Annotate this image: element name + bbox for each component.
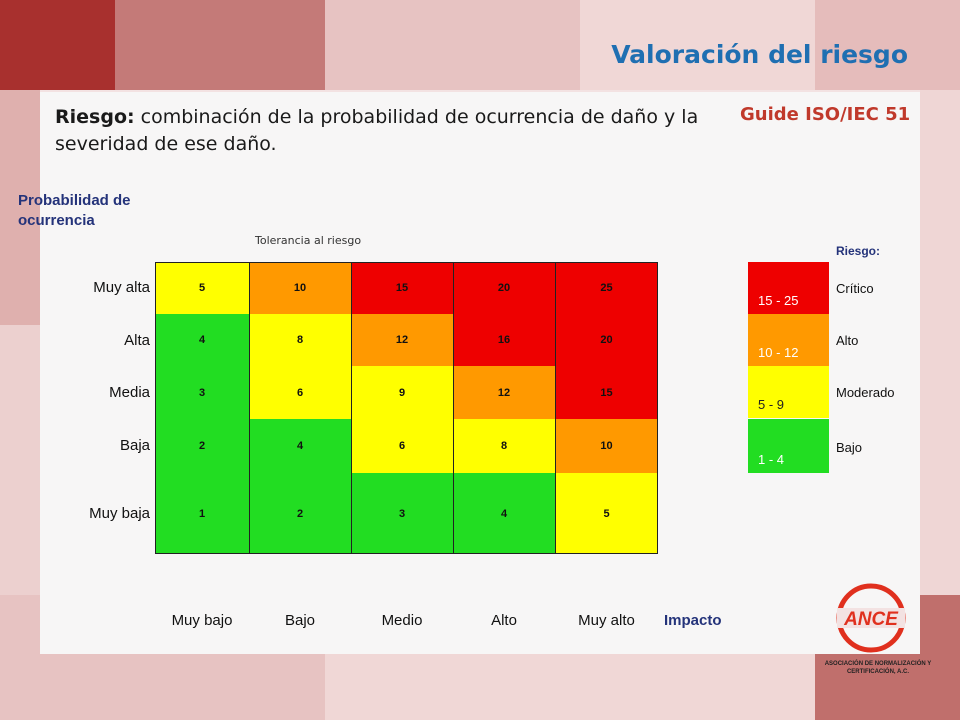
col-label-muy-alto: Muy alto bbox=[578, 612, 635, 629]
matrix-cell: 4 bbox=[453, 473, 555, 554]
grid-line bbox=[249, 262, 250, 554]
matrix-cell: 10 bbox=[555, 419, 658, 473]
row-label-muy-alta: Muy alta bbox=[93, 279, 150, 296]
matrix-cell: 5 bbox=[555, 473, 658, 554]
col-label-muy-bajo: Muy bajo bbox=[171, 612, 233, 629]
bg-block bbox=[920, 90, 960, 595]
matrix-cell: 1 bbox=[155, 473, 249, 554]
matrix-cell: 12 bbox=[453, 366, 555, 419]
bg-block bbox=[0, 325, 40, 595]
matrix-cell: 8 bbox=[249, 314, 351, 366]
tolerance-label: Tolerancia al riesgo bbox=[255, 234, 362, 247]
ance-logo bbox=[835, 582, 907, 654]
row-label-muy-baja: Muy baja bbox=[89, 505, 150, 522]
col-label-bajo: Bajo bbox=[284, 612, 316, 629]
matrix-cell: 20 bbox=[555, 314, 658, 366]
legend-swatch-critico: 15 - 25 bbox=[748, 262, 829, 314]
col-label-alto: Alto bbox=[491, 612, 517, 629]
matrix-cell: 10 bbox=[249, 262, 351, 314]
matrix-cell: 3 bbox=[155, 366, 249, 419]
bg-block bbox=[325, 0, 580, 90]
legend-title: Riesgo: bbox=[836, 244, 881, 258]
matrix-cell: 6 bbox=[351, 419, 453, 473]
matrix-cell: 5 bbox=[155, 262, 249, 314]
legend-label-alto: Alto bbox=[836, 333, 859, 348]
guide-reference: Guide ISO/IEC 51 bbox=[740, 104, 911, 125]
grid-line bbox=[453, 262, 454, 554]
legend-swatch-alto: 10 - 12 bbox=[748, 314, 829, 366]
matrix-cell: 3 bbox=[351, 473, 453, 554]
impact-axis-label: Impacto bbox=[664, 612, 722, 629]
legend-swatch-bajo: 1 - 4 bbox=[748, 419, 829, 473]
matrix-cell: 8 bbox=[453, 419, 555, 473]
legend-swatch-moderado: 5 - 9 bbox=[748, 366, 829, 418]
definition-term: Riesgo: bbox=[55, 106, 135, 128]
definition-text: combinación de la probabilidad de ocurrencia de daño y la severidad de ese daño. bbox=[55, 106, 699, 155]
matrix-cell: 20 bbox=[453, 262, 555, 314]
risk-definition bbox=[55, 104, 715, 158]
bg-block bbox=[115, 0, 325, 90]
logo-wordmark: ANCE bbox=[844, 609, 898, 630]
row-label-media: Media bbox=[109, 384, 150, 401]
matrix-cell: 2 bbox=[155, 419, 249, 473]
slide-title: Valoración del riesgo bbox=[611, 40, 908, 69]
col-label-medio: Medio bbox=[381, 612, 423, 629]
probability-axis-label: Probabilidad de ocurrencia bbox=[18, 192, 131, 229]
matrix-cell: 25 bbox=[555, 262, 658, 314]
row-label-baja: Baja bbox=[119, 437, 150, 454]
matrix-cell: 2 bbox=[249, 473, 351, 554]
matrix-cell: 15 bbox=[351, 262, 453, 314]
legend-label-moderado: Moderado bbox=[836, 385, 895, 400]
matrix-cell: 6 bbox=[249, 366, 351, 419]
matrix-cell: 15 bbox=[555, 366, 658, 419]
matrix-cell: 4 bbox=[155, 314, 249, 366]
matrix-cell: 9 bbox=[351, 366, 453, 419]
matrix-cell: 12 bbox=[351, 314, 453, 366]
grid-line bbox=[351, 262, 352, 554]
matrix-cell: 4 bbox=[249, 419, 351, 473]
logo-subtitle: ASOCIACIÓN DE NORMALIZACIÓN Y CERTIFICACIÓN, A.C. bbox=[824, 661, 932, 675]
bg-block bbox=[0, 0, 115, 90]
row-label-alta: Alta bbox=[124, 332, 150, 349]
grid-line bbox=[555, 262, 556, 554]
legend-label-critico: Crítico bbox=[836, 281, 874, 296]
legend-label-bajo: Bajo bbox=[836, 440, 863, 455]
matrix-cell: 16 bbox=[453, 314, 555, 366]
